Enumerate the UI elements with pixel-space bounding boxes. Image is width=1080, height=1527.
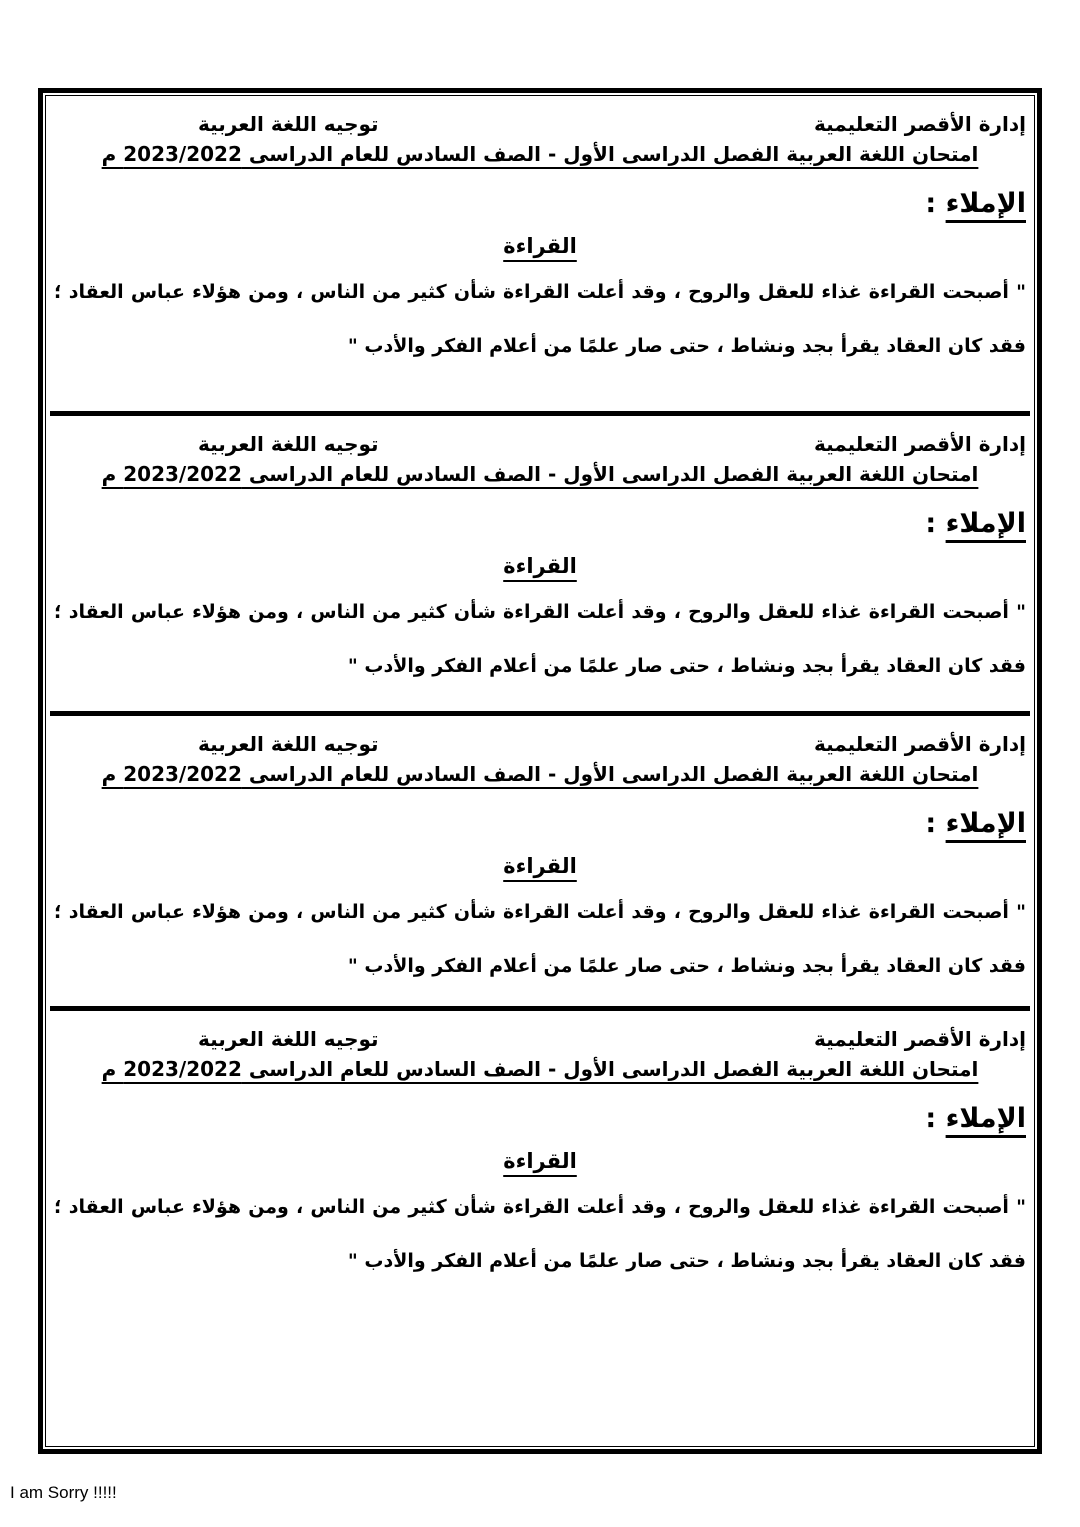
dictation-heading: الإملاء bbox=[945, 1103, 1026, 1134]
dictation-colon: : bbox=[925, 188, 946, 219]
section-header-row bbox=[46, 729, 1034, 759]
dictation-heading-row bbox=[46, 1101, 1034, 1137]
reading-heading-row bbox=[46, 551, 1034, 583]
dictation-heading-row bbox=[46, 506, 1034, 542]
administration-label: إدارة الأقصر التعليمية bbox=[813, 1027, 1026, 1051]
dictation-colon: : bbox=[925, 1103, 946, 1134]
reading-heading: القراءة bbox=[503, 1149, 577, 1174]
exam-title-row bbox=[46, 1054, 1034, 1085]
exam-title: امتحان اللغة العربية الفصل الدراسى الأول - الصف السادس للعام الدراسى 2023/2022 م bbox=[101, 142, 979, 166]
reading-passage: " أصبحت القراءة غذاء للعقل والروح ، وقد أعلت القراءة شأن كثير من الناس ، ومن هؤلاء عباس العقاد ؛ فقد كان العقاد يقرأ بجد ونشاط ، حتى صار علمًا من أعلام الفكر والأدب " bbox=[54, 1195, 1026, 1273]
section-header-row bbox=[46, 109, 1034, 139]
dictation-heading: الإملاء bbox=[945, 188, 1026, 219]
exam-title-row bbox=[46, 459, 1034, 490]
section-header-row bbox=[46, 1024, 1034, 1054]
dictation-heading: الإملاء bbox=[945, 808, 1026, 839]
administration-label: إدارة الأقصر التعليمية bbox=[813, 432, 1026, 456]
exam-title-row bbox=[46, 139, 1034, 170]
supervision-label: توجيه اللغة العربية bbox=[198, 1027, 379, 1051]
exam-title: امتحان اللغة العربية الفصل الدراسى الأول - الصف السادس للعام الدراسى 2023/2022 م bbox=[101, 762, 979, 786]
reading-passage: " أصبحت القراءة غذاء للعقل والروح ، وقد أعلت القراءة شأن كثير من الناس ، ومن هؤلاء عباس العقاد ؛ فقد كان العقاد يقرأ بجد ونشاط ، حتى صار علمًا من أعلام الفكر والأدب " bbox=[54, 280, 1026, 358]
supervision-label: توجيه اللغة العربية bbox=[198, 732, 379, 756]
reading-heading: القراءة bbox=[503, 554, 577, 579]
reading-heading-row bbox=[46, 851, 1034, 883]
administration-label: إدارة الأقصر التعليمية bbox=[813, 112, 1026, 136]
dictation-heading-row bbox=[46, 806, 1034, 842]
reading-heading-row bbox=[46, 231, 1034, 263]
reading-passage: " أصبحت القراءة غذاء للعقل والروح ، وقد أعلت القراءة شأن كثير من الناس ، ومن هؤلاء عباس العقاد ؛ فقد كان العقاد يقرأ بجد ونشاط ، حتى صار علمًا من أعلام الفكر والأدب " bbox=[54, 600, 1026, 678]
page-border-frame bbox=[38, 88, 1042, 1454]
exam-title: امتحان اللغة العربية الفصل الدراسى الأول - الصف السادس للعام الدراسى 2023/2022 م bbox=[101, 462, 979, 486]
supervision-label: توجيه اللغة العربية bbox=[198, 112, 379, 136]
exam-section bbox=[46, 716, 1034, 1011]
exam-title-row bbox=[46, 759, 1034, 790]
exam-section bbox=[46, 96, 1034, 416]
dictation-heading: الإملاء bbox=[945, 508, 1026, 539]
dictation-heading-row bbox=[46, 186, 1034, 222]
reading-passage: " أصبحت القراءة غذاء للعقل والروح ، وقد أعلت القراءة شأن كثير من الناس ، ومن هؤلاء عباس العقاد ؛ فقد كان العقاد يقرأ بجد ونشاط ، حتى صار علمًا من أعلام الفكر والأدب " bbox=[54, 900, 1026, 978]
reading-heading: القراءة bbox=[503, 234, 577, 259]
reading-heading: القراءة bbox=[503, 854, 577, 879]
dictation-colon: : bbox=[925, 808, 946, 839]
reading-heading-row bbox=[46, 1146, 1034, 1178]
exam-section bbox=[46, 416, 1034, 716]
page-border-inner-rule bbox=[45, 95, 1035, 1447]
footer-note: I am Sorry !!!!! bbox=[10, 1483, 117, 1502]
supervision-label: توجيه اللغة العربية bbox=[198, 432, 379, 456]
exam-sections bbox=[46, 96, 1034, 1446]
exam-section bbox=[46, 1011, 1034, 1447]
administration-label: إدارة الأقصر التعليمية bbox=[813, 732, 1026, 756]
exam-title: امتحان اللغة العربية الفصل الدراسى الأول - الصف السادس للعام الدراسى 2023/2022 م bbox=[101, 1057, 979, 1081]
section-header-row bbox=[46, 429, 1034, 459]
dictation-colon: : bbox=[925, 508, 946, 539]
